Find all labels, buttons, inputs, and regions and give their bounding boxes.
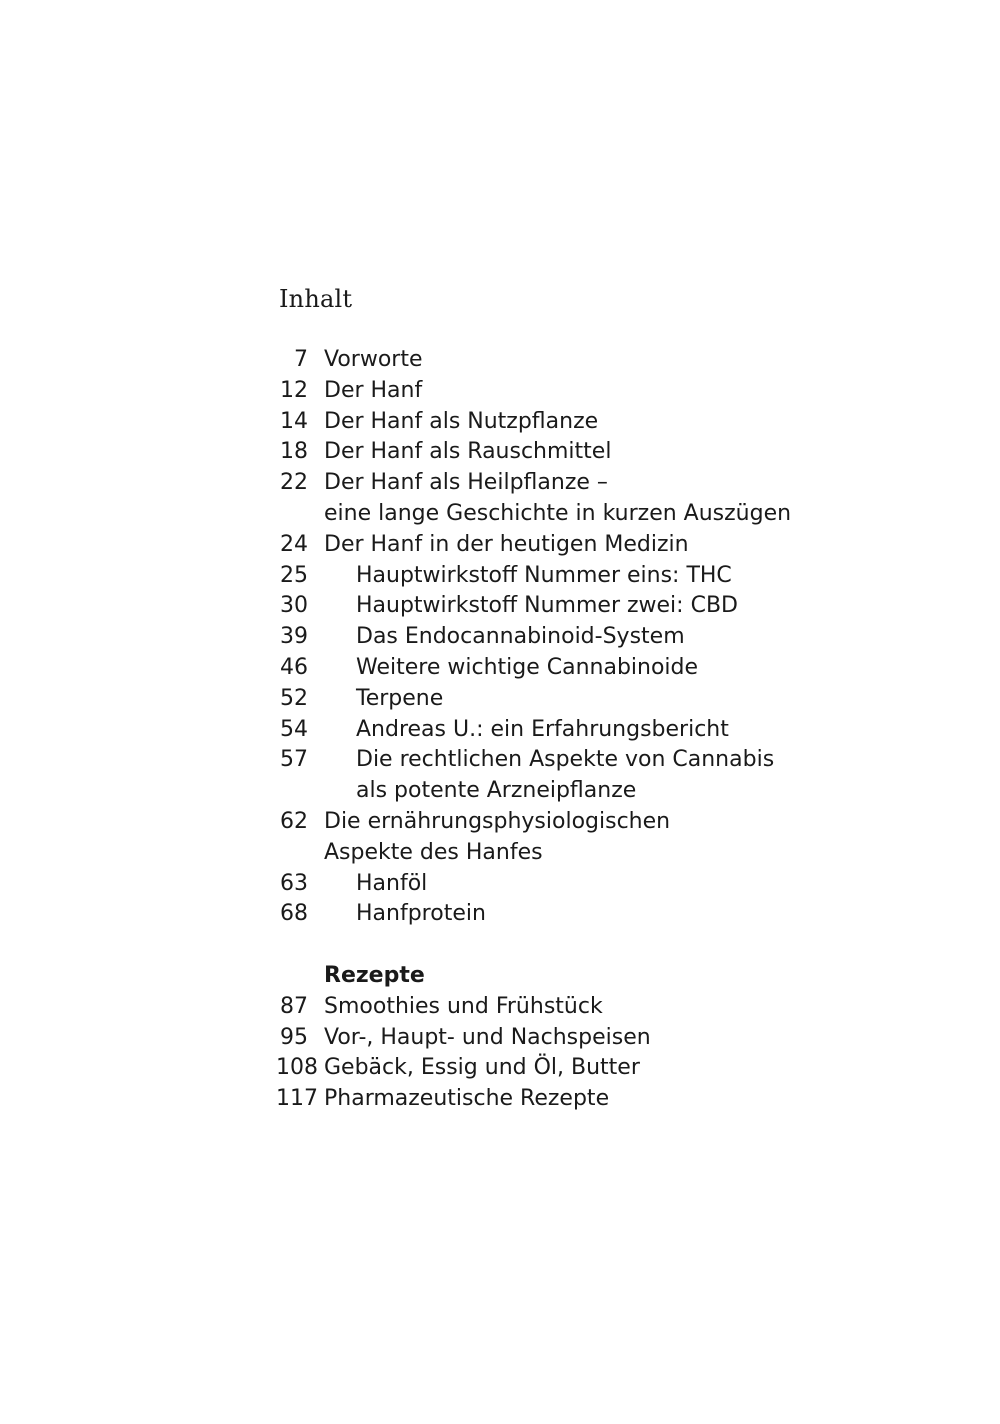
toc-entry bbox=[276, 345, 896, 376]
toc-subentry bbox=[276, 745, 896, 776]
toc-entry-title: Das Endocannabinoid-System bbox=[356, 624, 685, 650]
toc-page-number: 57 bbox=[280, 747, 308, 773]
toc-section-title: Rezepte bbox=[324, 962, 425, 988]
toc-subentry bbox=[276, 653, 896, 684]
toc-entry bbox=[276, 992, 896, 1023]
toc-entry-title: Andreas U.: ein Erfahrungsbericht bbox=[356, 716, 729, 742]
toc-page-number: 46 bbox=[280, 654, 308, 680]
toc-subentry bbox=[276, 622, 896, 653]
toc-entry bbox=[276, 376, 896, 407]
toc-subentry bbox=[276, 684, 896, 715]
toc-entry-title: Hanfprotein bbox=[356, 901, 486, 927]
toc-section-heading bbox=[276, 961, 896, 992]
toc-entry-continuation bbox=[276, 838, 896, 869]
toc-entry-title: Die ernährungsphysiologischen bbox=[324, 808, 671, 834]
toc-entry bbox=[276, 437, 896, 468]
section-spacer bbox=[276, 930, 896, 961]
toc-entry-title: Der Hanf als Rauschmittel bbox=[324, 439, 612, 465]
toc-entry-title: eine lange Geschichte in kurzen Auszügen bbox=[324, 500, 792, 526]
toc-subentry bbox=[276, 869, 896, 900]
toc-entry-title: Der Hanf als Heilpflanze – bbox=[324, 470, 608, 496]
toc-page-number: 62 bbox=[280, 808, 308, 834]
toc-entry-title: Die rechtlichen Aspekte von Cannabis bbox=[356, 747, 775, 773]
toc-entry-title: Hauptwirkstoff Nummer eins: THC bbox=[356, 562, 732, 588]
toc-entry bbox=[276, 407, 896, 438]
toc-entry bbox=[276, 1084, 896, 1115]
table-of-contents bbox=[276, 345, 896, 1115]
toc-entry bbox=[276, 530, 896, 561]
toc-entry bbox=[276, 807, 896, 838]
toc-entry-title: Der Hanf bbox=[324, 377, 423, 403]
toc-page-number: 54 bbox=[280, 716, 308, 742]
toc-page-number: 22 bbox=[280, 470, 308, 496]
toc-page-number: 12 bbox=[280, 377, 308, 403]
toc-entry bbox=[276, 1053, 896, 1084]
toc-subentry bbox=[276, 715, 896, 746]
toc-entry-title: Weitere wichtige Cannabinoide bbox=[356, 654, 699, 680]
toc-page-number: 117 bbox=[276, 1086, 318, 1112]
toc-subentry bbox=[276, 561, 896, 592]
toc-page-number: 30 bbox=[280, 593, 308, 619]
toc-page-number: 108 bbox=[276, 1055, 318, 1081]
toc-entry-title: Vor-, Haupt- und Nachspeisen bbox=[324, 1024, 651, 1050]
toc-entry-title: Hanföl bbox=[356, 870, 428, 896]
toc-page-number: 63 bbox=[280, 870, 308, 896]
toc-entry bbox=[276, 468, 896, 499]
toc-subentry-continuation bbox=[276, 776, 896, 807]
toc-entry-title: Vorworte bbox=[324, 347, 423, 372]
toc-subentry bbox=[276, 899, 896, 930]
toc-subentry bbox=[276, 591, 896, 622]
toc-entry-title: Der Hanf als Nutzpflanze bbox=[324, 408, 599, 434]
toc-page-number: 52 bbox=[280, 685, 308, 711]
toc-page-number: 39 bbox=[280, 624, 308, 650]
toc-page-number: 18 bbox=[280, 439, 308, 465]
toc-page-number: 24 bbox=[280, 531, 308, 557]
toc-page-number: 25 bbox=[280, 562, 308, 588]
toc-entry-title: Der Hanf in der heutigen Medizin bbox=[324, 531, 689, 557]
toc-entry-continuation bbox=[276, 499, 896, 530]
toc-page-number: 68 bbox=[280, 901, 308, 927]
toc-entry bbox=[276, 1023, 896, 1054]
toc-page-number: 14 bbox=[280, 408, 308, 434]
toc-entry-title: als potente Arzneipflanze bbox=[356, 778, 637, 804]
toc-page-number: 7 bbox=[294, 347, 308, 372]
toc-entry-title: Smoothies und Frühstück bbox=[324, 993, 603, 1019]
toc-entry-title: Gebäck, Essig und Öl, Butter bbox=[324, 1055, 640, 1081]
toc-entry-title: Terpene bbox=[356, 685, 444, 711]
toc-page-number: 95 bbox=[280, 1024, 308, 1050]
toc-page-number: 87 bbox=[280, 993, 308, 1019]
page-title: Inhalt bbox=[279, 285, 353, 313]
toc-entry-title: Hauptwirkstoff Nummer zwei: CBD bbox=[356, 593, 738, 619]
toc-entry-title: Aspekte des Hanfes bbox=[324, 839, 543, 865]
toc-entry-title: Pharmazeutische Rezepte bbox=[324, 1086, 610, 1112]
